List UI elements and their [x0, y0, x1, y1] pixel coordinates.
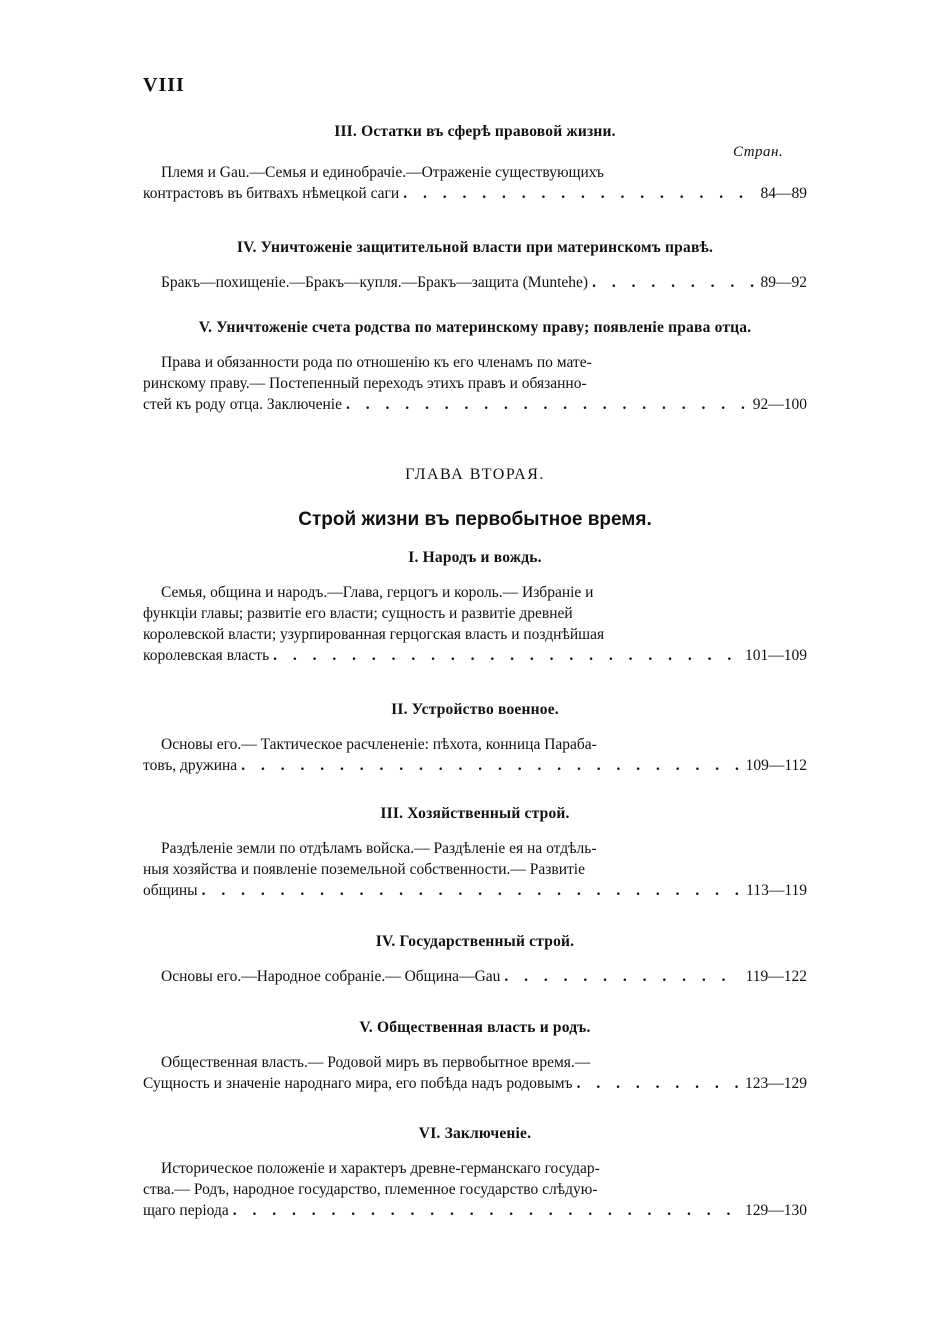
chapter-subtitle: Строй жизни въ первобытное время.	[298, 509, 652, 530]
description-line: Права и обязанности рода по отношенію къ его членамъ по мате-	[161, 354, 592, 371]
toc-section-vi	[143, 1124, 807, 1221]
toc-section-v-top	[143, 318, 807, 415]
section-heading: I. Народъ и вождь.	[408, 549, 542, 566]
description-line: Основы его.— Тактическое расчлененіе: пѣхота, конница Параба-	[161, 736, 597, 753]
page-range: 92—100	[752, 396, 807, 413]
leader-dots	[241, 755, 741, 776]
toc-section-iv-top	[143, 238, 807, 293]
page-range: 101—109	[745, 647, 807, 664]
section-heading: III. Хозяйственный строй.	[380, 805, 570, 822]
description-line: контрастовъ въ битвахъ нѣмецкой саги	[143, 185, 400, 202]
leader-dots	[233, 1200, 741, 1221]
leader-dots	[504, 966, 741, 987]
description-line: королевской власти; узурпированная герцогская власть и позднѣйшая	[143, 626, 605, 643]
description-line: стей къ роду отца. Заключеніе	[143, 396, 342, 413]
toc-section-iii	[143, 804, 807, 901]
description-last-line	[143, 645, 807, 666]
description-last-line	[143, 880, 807, 901]
description-line: функціи главы; развитіе его власти; сущность и развитіе древней	[143, 605, 573, 622]
section-heading: V. Уничтоженіе счета родства по материнскому праву; появленіе права отца.	[198, 319, 752, 336]
description-line: королевская власть	[143, 647, 270, 664]
description-line: общины	[143, 882, 198, 899]
toc-section-v	[143, 1018, 807, 1094]
description-line: Общественная власть.— Родовой миръ въ первобытное время.—	[161, 1054, 591, 1071]
page-range: 89—92	[760, 274, 807, 291]
description-line: ныя хозяйства и появленіе поземельной собственности.— Развитіе	[143, 861, 585, 878]
description-last-line	[143, 755, 807, 776]
description-last-line	[143, 966, 807, 987]
description-last-line	[143, 1200, 807, 1221]
leader-dots	[592, 272, 756, 293]
leader-dots	[403, 183, 756, 204]
section-heading: V. Общественная власть и родъ.	[359, 1019, 591, 1036]
description-line: Историческое положеніе и характеръ древне-германскаго государ-	[161, 1160, 600, 1177]
section-description	[143, 1052, 807, 1094]
toc-section-iv	[143, 932, 807, 987]
section-heading: III. Остатки въ сферѣ правовой жизни.	[334, 123, 616, 140]
page-range: 119—122	[745, 968, 807, 985]
page-number: VIII	[143, 74, 185, 96]
description-line: Основы его.—Народное собраніе.— Община—Gau	[161, 968, 501, 985]
description-line: Бракъ—похищеніе.—Бракъ—купля.—Бракъ—защита (Muntehe)	[161, 274, 589, 291]
section-description	[143, 162, 807, 204]
description-line: Раздѣленіе земли по отдѣламъ войска.— Раздѣленіе ея на отдѣль-	[161, 840, 597, 857]
leader-dots	[202, 880, 743, 901]
page-column-label: Стран.	[733, 144, 784, 160]
description-line: Семья, община и народъ.—Глава, герцогъ и король.— Избраніе и	[161, 584, 594, 601]
description-last-line	[143, 394, 807, 415]
section-description	[143, 272, 807, 293]
description-line: ства.— Родъ, народное государство, племенное государство слѣдую-	[143, 1181, 598, 1198]
chapter-title: ГЛАВА ВТОРАЯ.	[405, 466, 545, 483]
toc-section-i	[143, 548, 807, 666]
toc-section-ii	[143, 700, 807, 776]
toc-section-iii-top	[143, 122, 807, 204]
section-heading: II. Устройство военное.	[391, 701, 559, 718]
page-range: 113—119	[746, 882, 807, 899]
description-last-line	[143, 183, 807, 204]
section-description	[143, 734, 807, 776]
page-range: 109—112	[745, 757, 807, 774]
description-line: ринскому праву.— Постепенный переходъ этихъ правъ и обязанно-	[143, 375, 587, 392]
section-description	[143, 582, 807, 666]
section-heading: IV. Государственный строй.	[375, 933, 575, 950]
section-description	[143, 966, 807, 987]
leader-dots	[346, 394, 749, 415]
description-last-line	[143, 1073, 807, 1094]
leader-dots	[273, 645, 741, 666]
section-description	[143, 352, 807, 415]
description-line: Племя и Gau.—Семья и единобрачіе.—Отраженіе существующихъ	[161, 164, 604, 181]
page-range: 123—129	[745, 1075, 807, 1092]
page-range: 84—89	[760, 185, 807, 202]
leader-dots	[577, 1073, 741, 1094]
section-heading: VI. Заключеніе.	[418, 1125, 532, 1142]
description-line: Сущность и значеніе народнаго мира, его побѣда надъ родовымъ	[143, 1075, 573, 1092]
section-description	[143, 1158, 807, 1221]
description-last-line	[143, 272, 807, 293]
section-heading: IV. Уничтоженіе защитительной власти при материнскомъ правѣ.	[236, 239, 714, 256]
section-description	[143, 838, 807, 901]
description-line: товъ, дружина	[143, 757, 238, 774]
page-range: 129—130	[745, 1202, 807, 1219]
description-line: щаго періода	[143, 1202, 229, 1219]
